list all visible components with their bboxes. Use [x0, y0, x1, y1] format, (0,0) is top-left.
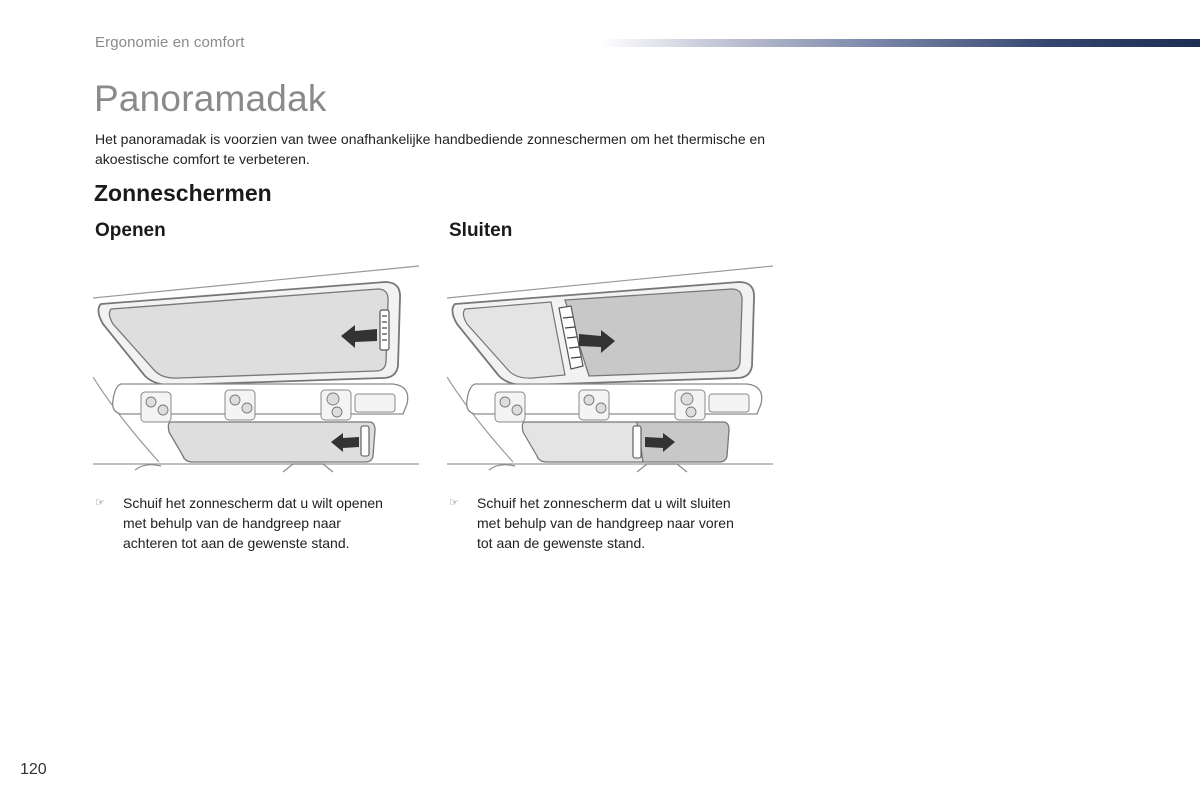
illustration-open-sunblind: [93, 262, 423, 484]
pointing-hand-icon: ☞: [95, 496, 105, 509]
heading-sluiten: Sluiten: [449, 220, 513, 241]
section-heading: Zonneschermen: [94, 180, 272, 206]
illustration-close-sunblind: [447, 262, 777, 484]
header-gradient-bar: [600, 39, 1200, 47]
page-number: 120: [20, 761, 47, 778]
bullet-text-openen: Schuif het zonnescherm dat u wilt openen met behulp van de handgreep naar achteren tot aan de gewenste stand.: [123, 495, 383, 551]
intro-paragraph: Het panoramadak is voorzien van twee onafhankelijke handbediende zonneschermen om het thermische en akoestische comfort te verbeteren.: [95, 131, 766, 167]
bullet-text-sluiten: Schuif het zonnescherm dat u wilt sluiten met behulp van de handgreep naar voren tot aan de gewenste stand.: [477, 495, 734, 551]
bullet-openen: [95, 493, 395, 553]
bullet-sluiten: [449, 493, 749, 553]
section-label: Ergonomie en comfort: [95, 34, 245, 51]
page-title: Panoramadak: [94, 78, 327, 119]
heading-openen: Openen: [95, 220, 166, 241]
pointing-hand-icon: ☞: [449, 496, 459, 509]
